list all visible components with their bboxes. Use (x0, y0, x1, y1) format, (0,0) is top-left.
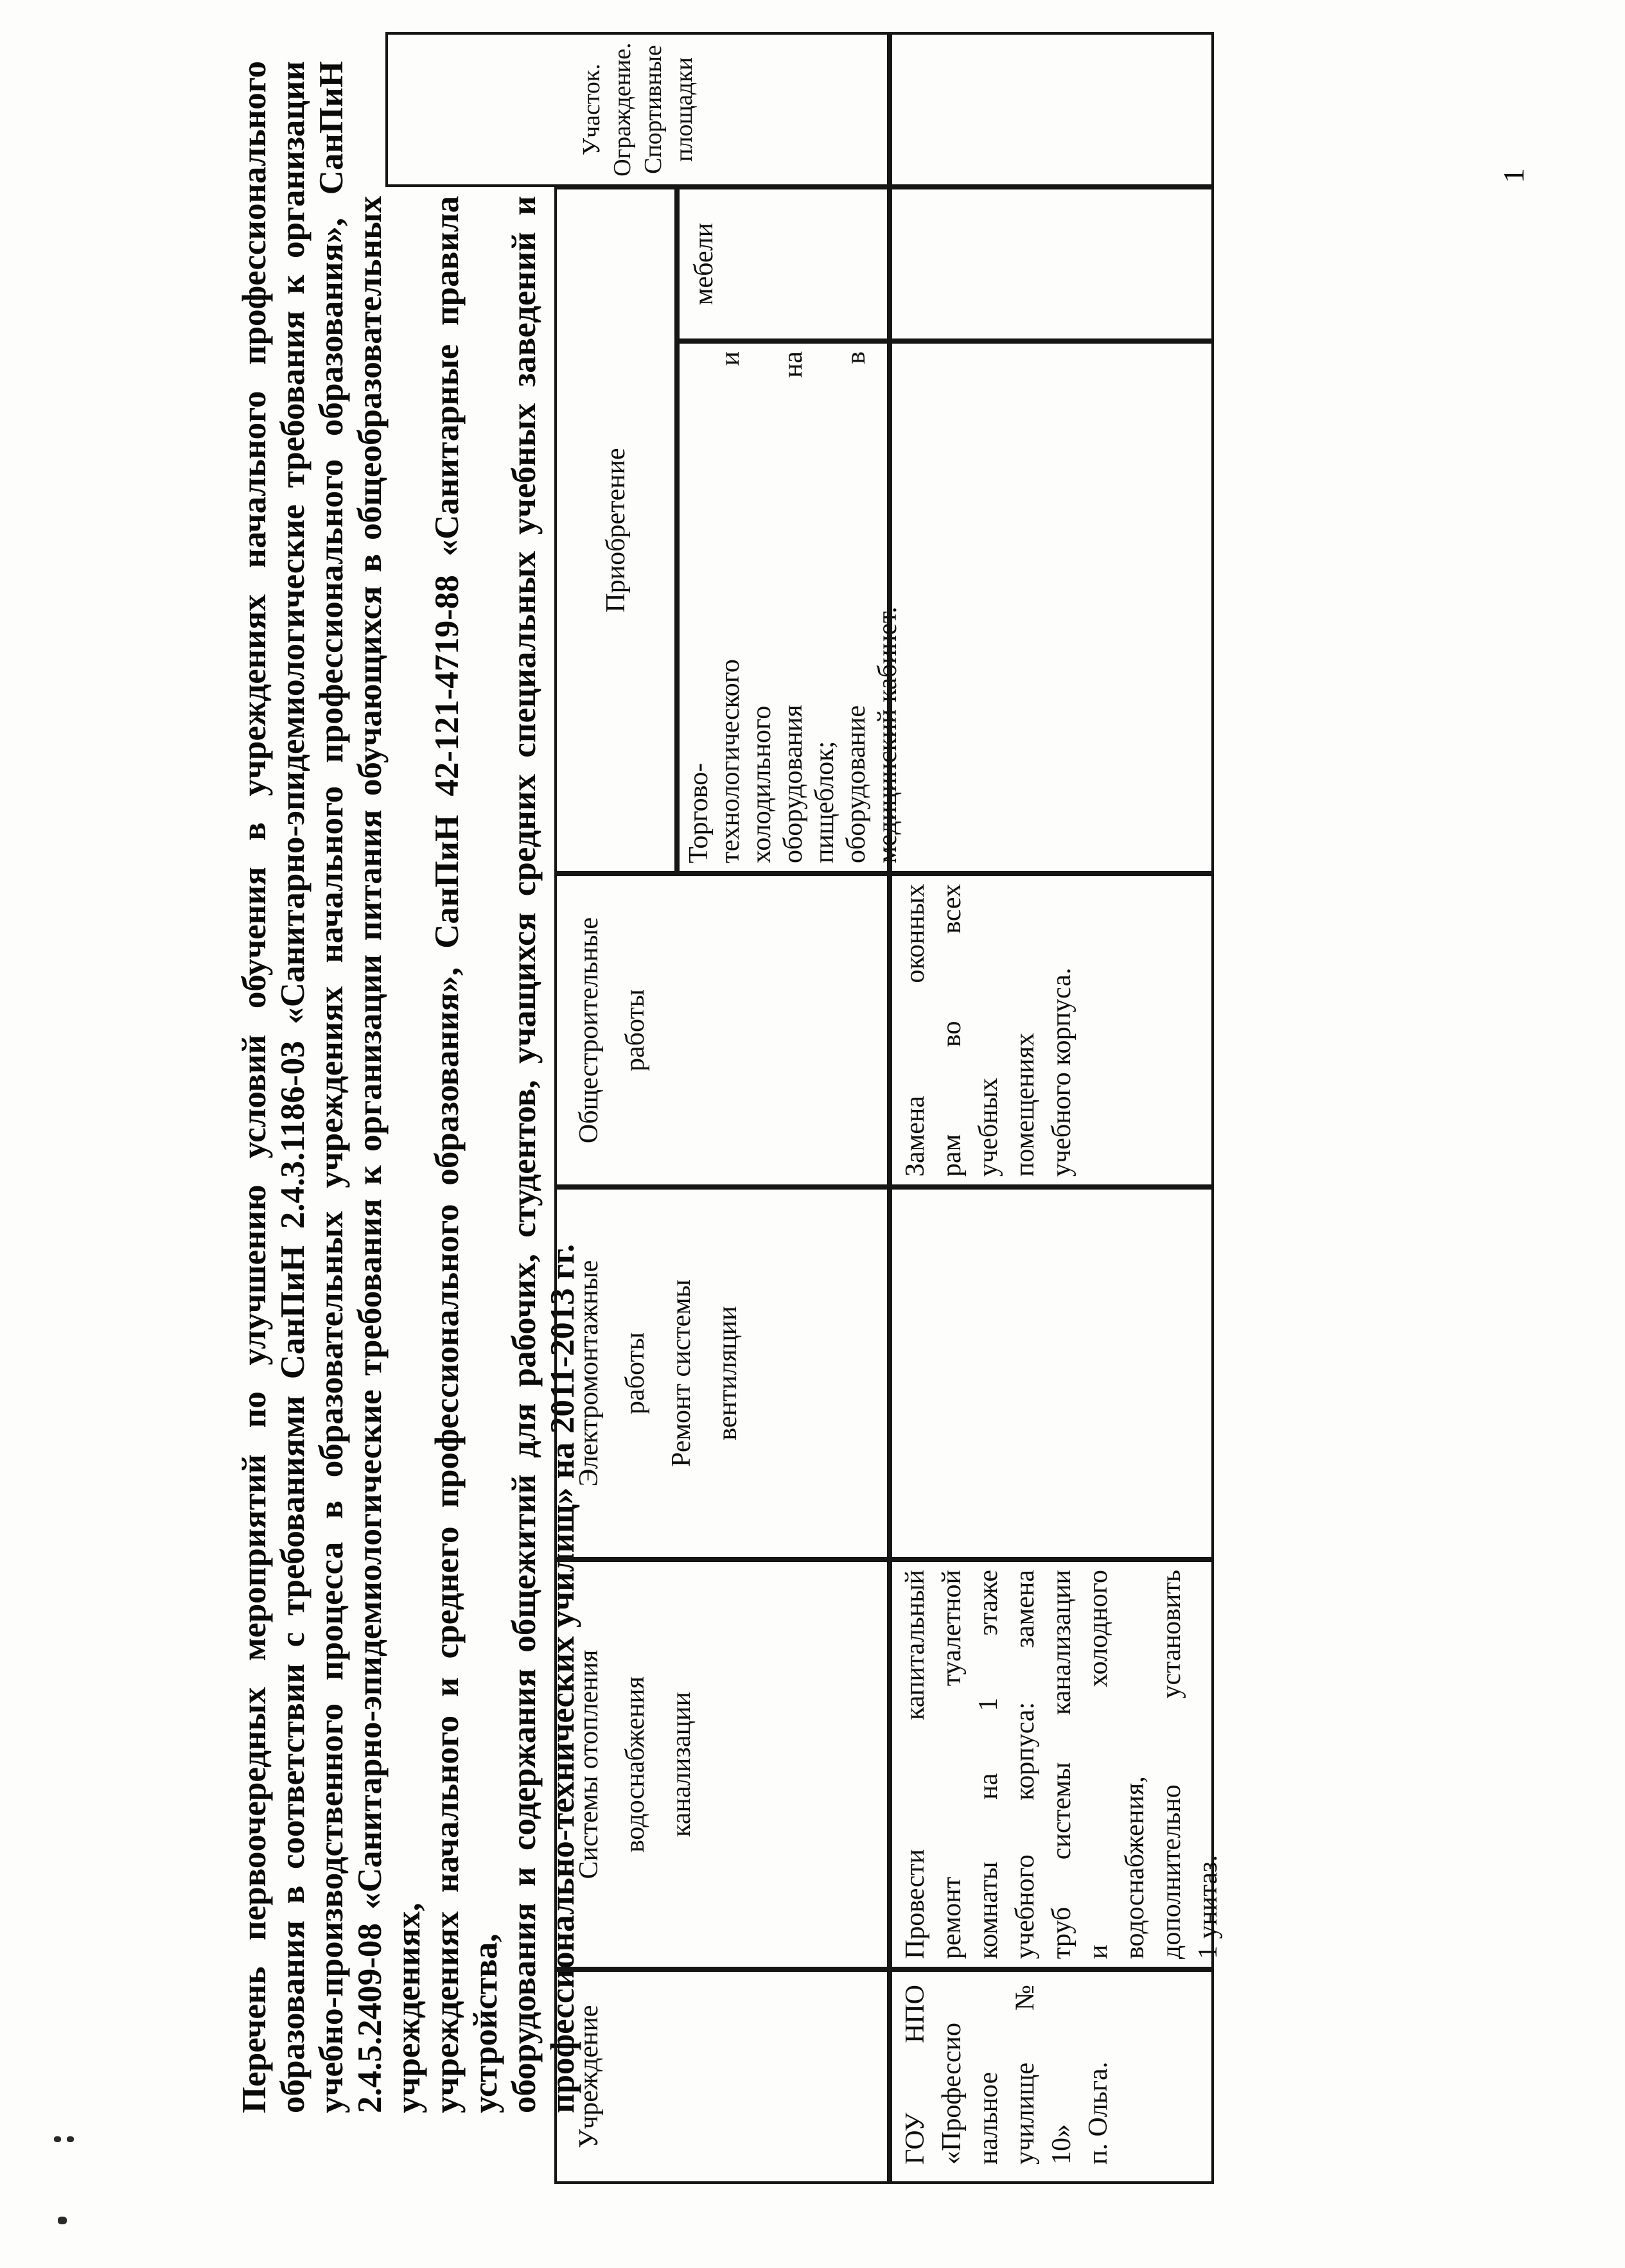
cell-text-line: учебного корпуса. (1047, 967, 1076, 1177)
title-line: оборудования и содержания общежитий для рабочих, студентов, учащихся средних специальных учебных заведений и (505, 196, 543, 2113)
header-cell-heating-water-sewerage (554, 1560, 890, 1969)
header-cell-procurement-equipment (677, 341, 902, 874)
cell-text-line: учебных (974, 1078, 1003, 1177)
header-label: Электромонтажные (574, 1260, 604, 1487)
header-label: водоснабжения (620, 1676, 650, 1853)
cell-text-line: Замена оконных (900, 884, 930, 1177)
scan-speck (58, 2217, 67, 2224)
row-cell-procurement-equipment-empty (890, 341, 1214, 874)
header-label: мебели (689, 222, 719, 306)
header-label: вентиляции (713, 1306, 742, 1441)
cell-text-line: учебного корпуса: замена (1010, 1570, 1040, 1959)
header-cell-institution (554, 1969, 890, 2184)
header-label: Общестроительные (574, 917, 604, 1144)
cell-text-line: ГОУ НПО (900, 1985, 930, 2165)
cell-text-line: помещениях (1010, 1032, 1040, 1177)
scan-speck (67, 2136, 74, 2142)
header-label: технологического и (716, 351, 745, 863)
page-number: 1 (1497, 168, 1530, 183)
cell-text-line: Провести капитальный (900, 1570, 930, 1959)
header-label: площадки (670, 57, 698, 162)
title-line: образования в соответствии с требованиями СанПиН 2.4.3.1186-03 «Санитарно-эпидемиологические требования к организации (274, 61, 312, 2113)
cell-text-line: и холодного (1084, 1570, 1113, 1959)
cell-text-line: труб системы канализации (1047, 1570, 1076, 1959)
cell-text-line: нальное (974, 2071, 1003, 2165)
header-label: Ограждение. (608, 42, 636, 177)
row-cell-heating-water-sewerage (890, 1560, 1223, 1969)
header-cell-procurement-furniture (677, 187, 890, 341)
row-cell-grounds-empty (890, 32, 1214, 187)
header-label: оборудование в (841, 351, 871, 863)
title-line: учреждениях начального и среднего профессионального образования», СанПиН 42-121-4719-88 «Санитарные правила устройства, (428, 196, 504, 2113)
cell-text-line: «Профессио (937, 2023, 967, 2165)
header-label: Участок. (577, 64, 605, 155)
header-label: работы (620, 989, 650, 1072)
header-label: оборудования на (778, 351, 808, 863)
title-line: учебно-производственного процесса в образовательных учреждениях начального профессионального образования», СанПиН (313, 61, 350, 2113)
header-label: работы (620, 1332, 650, 1415)
document-title-upper (235, 61, 351, 2113)
header-label: Учреждение (574, 2005, 604, 2149)
header-label: Ремонт системы (667, 1279, 696, 1467)
header-label: Приобретение (601, 448, 631, 613)
cell-text-line: 1 унитаз. (1193, 1854, 1223, 1959)
cell-text-line: 10» (1047, 2124, 1076, 2165)
header-cell-construction-works (554, 874, 890, 1187)
title-line: профессионально-технических училищ» на 2011-2013 гг. (544, 1244, 581, 2113)
cell-text-line: рам во всех (937, 884, 967, 1177)
row-cell-procurement-furniture-empty (890, 187, 1214, 341)
header-label: Торгово- (684, 762, 714, 863)
header-cell-procurement (554, 187, 677, 874)
document-title-lower (351, 196, 582, 2113)
scan-speck (54, 2136, 61, 2142)
cell-text-line: водоснабжения, (1120, 1776, 1150, 1959)
header-cell-grounds-fence-sports (385, 32, 890, 187)
header-label: пищеблок; (810, 741, 839, 863)
cell-text-line: комнаты на 1 этаже (974, 1570, 1003, 1959)
row-cell-electrical-empty (890, 1187, 1214, 1560)
cell-text-line: дополнительно установить (1157, 1570, 1186, 1959)
header-label: медицинский кабинет. (873, 606, 902, 863)
row-cell-construction (890, 874, 1214, 1187)
header-cell-electrical-ventilation (554, 1187, 890, 1560)
row-cell-institution (890, 1969, 1214, 2184)
cell-text-line: ремонт туалетной (937, 1570, 967, 1959)
header-label: холодильного (747, 705, 777, 863)
header-label: канализации (667, 1692, 696, 1837)
title-line: Перечень первоочередных мероприятий по улучшению условий обучения в учреждениях начального профессионального (236, 61, 273, 2113)
header-label: Спортивные (639, 45, 667, 174)
header-label: Системы отопления (574, 1649, 604, 1879)
cell-text-line: п. Ольга. (1084, 2061, 1113, 2165)
title-line: 2.4.5.2409-08 «Санитарно-эпидемиологические требования к организации питания обучающихся в общеобразовательных учреждениях, (351, 196, 427, 2113)
cell-text-line: училище № (1010, 1985, 1040, 2165)
